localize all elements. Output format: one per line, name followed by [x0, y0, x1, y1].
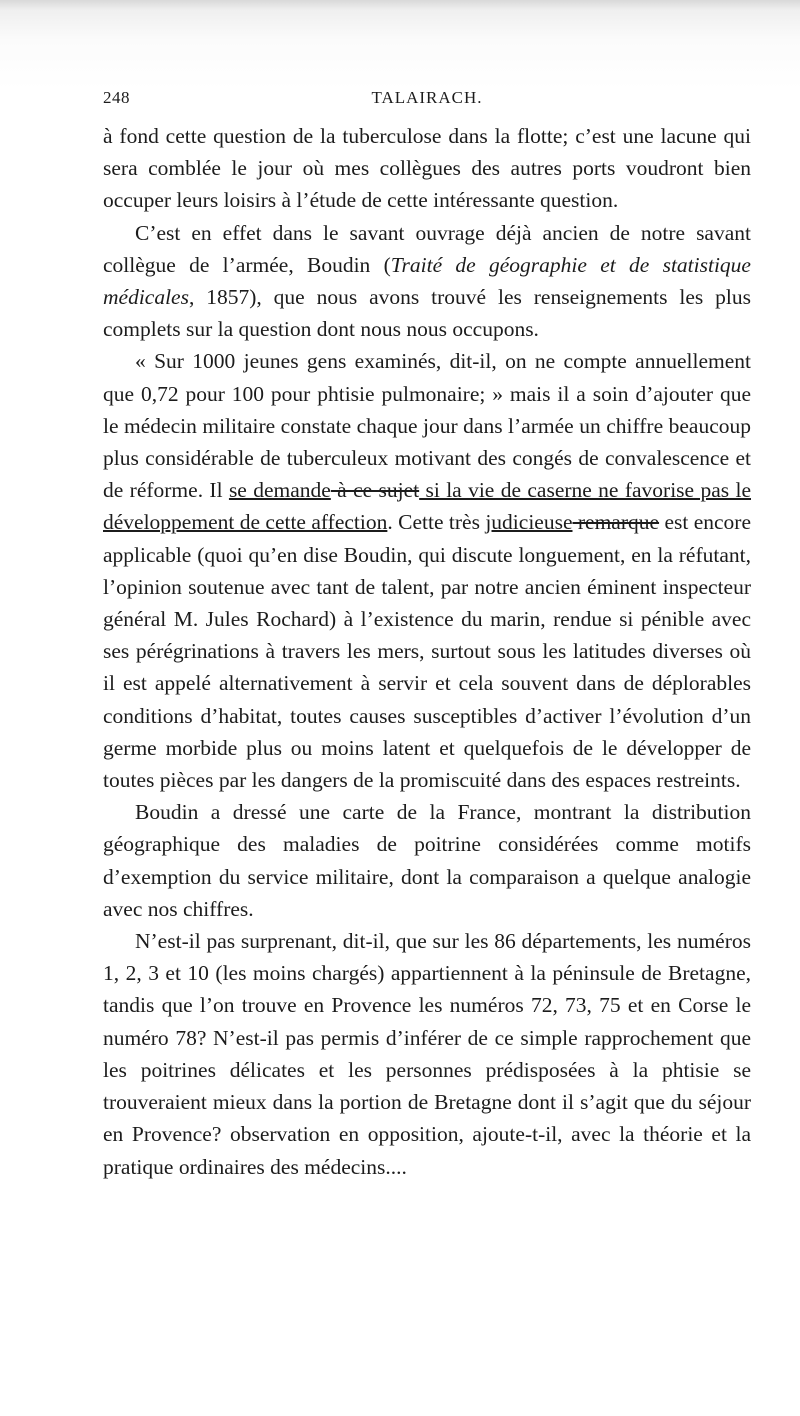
paragraph-2-text-a: C’est en effet dans le savant ouvrage déjà ancien de notre savant collègue de l’armée, Boudin ( — [103, 220, 751, 277]
paragraph-2-text-b: , 1857), que nous avons trouvé les renseignements les plus complets sur la question dont nous nous occupons. — [103, 285, 751, 342]
running-head: TALAIRACH. — [371, 88, 483, 107]
struck-text-2: remarque — [572, 510, 660, 535]
underlined-text-1: se demande — [228, 478, 331, 503]
paragraph-3-text-b: . Cette très — [387, 510, 486, 535]
paragraph-3 — [103, 345, 751, 796]
paragraph-3-text-c: est encore applicable (quoi qu’en dise Boudin, qui discute longuement, en la réfutant, l’opinion soutenue avec tant de talent, par notre ancien éminent inspecteur général M. Jules Rochard) à l’existence du marin, rendue si pénible avec ses pérégrinations à travers les mers, surtout sous les latitudes diverses où il est appelé alternativement à servir et cela souvent dans de déplorables conditions d’habitat, toutes causes susceptibles d’activer l’évolution d’un germe morbide plus ou moins latent et quelquefois de le développer de toutes pièces par les dangers de la promiscuité dans des espaces restreints. — [103, 510, 752, 793]
page-header — [103, 88, 751, 112]
underlined-text-3: judicieuse — [485, 510, 573, 535]
paragraph-5: N’est-il pas surprenant, dit-il, que sur les 86 départements, les numéros 1, 2, 3 et 10 (les moins chargés) appartiennent à la péninsule de Bretagne, tandis que l’on trouve en Provence les numéros 72, 73, 75 et en Corse le numéro 78? N’est-il pas permis d’inférer de ce simple rapprochement que les poitrines délicates et les personnes prédisposées à la phtisie se trouveraient mieux dans la portion de Bretagne dont il s’agit que du séjour en Provence? observation en opposition, ajoute-t-il, avec la théorie et la pratique ordinaires des médecins.... — [103, 929, 751, 1179]
paragraph-3-text-a: « Sur 1000 jeunes gens examinés, dit-il, on ne compte annuellement que 0,72 pour 100 pour phtisie pulmonaire; » mais il a soin d’ajouter que le médecin militaire constate chaque jour dans l’armée un chiffre beaucoup plus considérable de tuberculeux motivant des congés de convalescence et de réforme. Il — [103, 349, 751, 503]
page-number: 248 — [103, 88, 130, 107]
paragraph-1: à fond cette question de la tuberculose dans la flotte; c’est une lacune qui sera comblée le jour où mes collègues des autres ports voudront bien occuper leurs loisirs à l’étude de cette intéressante question. — [103, 124, 751, 213]
paragraph-2 — [103, 217, 751, 346]
book-title: Traité de géographie et de statistique médicales — [103, 252, 751, 310]
underlined-text-2: si la vie de caserne ne favorise pas le développement de cette affection — [103, 478, 751, 535]
body-text — [103, 120, 751, 1183]
paragraph-4: Boudin a dressé une carte de la France, montrant la distribution géographique des maladies de poitrine considérées comme motifs d’exemption du service militaire, dont la comparaison a quelque analogie avec nos chiffres. — [103, 800, 751, 921]
struck-text-1: à ce sujet — [330, 478, 420, 503]
